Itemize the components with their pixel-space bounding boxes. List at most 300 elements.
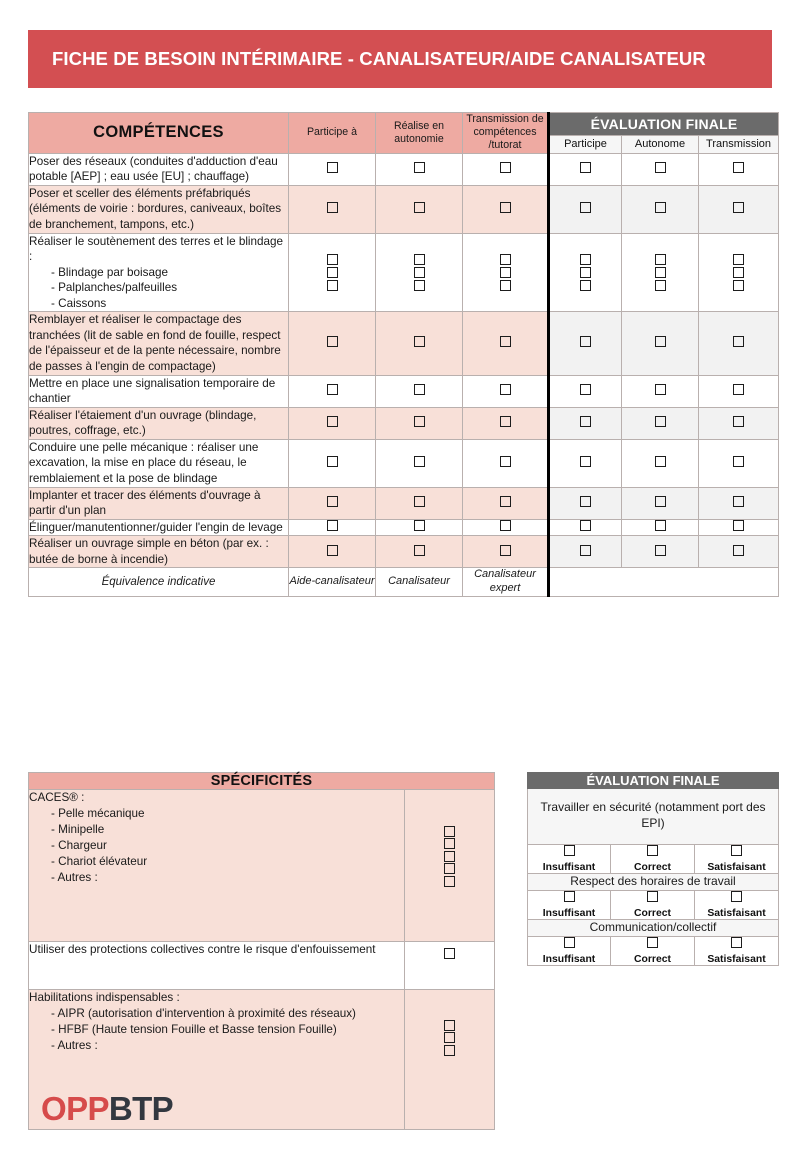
checkbox-group: [327, 386, 338, 398]
checkbox-group: [463, 254, 547, 290]
evaluation-option[interactable]: [528, 936, 611, 965]
checkbox[interactable]: [580, 162, 591, 173]
competence-label: Réaliser un ouvrage simple en béton (par ex. : butée de borne à incendie): [29, 536, 289, 568]
competence-label: Réaliser l'étaiement d'un ouvrage (blindage, poutres, coffrage, etc.): [29, 407, 289, 439]
cell-participe-a[interactable]: [289, 185, 376, 233]
cell-eval-autonome[interactable]: [622, 439, 699, 487]
checkbox[interactable]: [444, 863, 455, 874]
checkbox-group: [733, 164, 744, 176]
checkbox[interactable]: [444, 876, 455, 887]
checkbox[interactable]: [327, 520, 338, 531]
cell-eval-transmission[interactable]: [699, 312, 779, 375]
checkbox[interactable]: [414, 416, 425, 427]
checkbox-group: [622, 254, 698, 290]
evaluation-option[interactable]: [611, 936, 695, 965]
equivalence-value: Canalisateur: [376, 568, 463, 597]
cell-participe-a[interactable]: [289, 153, 376, 185]
cell-realise-autonomie[interactable]: [376, 536, 463, 568]
checkbox[interactable]: [580, 280, 591, 291]
competence-table-body: [29, 153, 779, 596]
equivalence-label: Équivalence indicative: [29, 568, 289, 597]
table-row: [29, 153, 779, 185]
oppbtp-logo: [41, 1092, 173, 1125]
specificites-header-row: [29, 773, 495, 790]
checkbox-group: [500, 386, 511, 398]
cell-eval-participe[interactable]: [549, 407, 622, 439]
evaluation-topic: Travailler en sécurité (notamment port des EPI): [528, 789, 779, 845]
evaluation-option[interactable]: [611, 890, 695, 919]
evaluation-topic-row: [528, 789, 779, 845]
checkbox[interactable]: [580, 416, 591, 427]
checkbox[interactable]: [327, 202, 338, 213]
specificites-label: Habilitations indispensables : - AIPR (autorisation d'intervention à proximité des réseaux) - HFBF (Haute tension Fouille et Basse tension Fouille) - Autres :: [29, 990, 405, 1130]
evaluation-topic: Respect des horaires de travail: [528, 873, 779, 890]
competence-label: Réaliser le soutènement des terres et le blindage : - Blindage par boisage - Palplanches/palfeuilles - Caissons: [29, 233, 289, 312]
cell-eval-transmission[interactable]: [699, 519, 779, 536]
checkbox[interactable]: [733, 280, 744, 291]
specificites-item: - Pelle mécanique: [51, 806, 145, 820]
checkbox[interactable]: [580, 336, 591, 347]
cell-realise-autonomie[interactable]: [376, 153, 463, 185]
checkbox-group: [327, 164, 338, 176]
checkbox-group: [414, 498, 425, 510]
checkbox[interactable]: [444, 948, 455, 959]
specificites-item: - Autres :: [51, 1038, 98, 1052]
checkbox[interactable]: [500, 496, 511, 507]
specificites-label: Utiliser des protections collectives contre le risque d'enfouissement: [29, 942, 405, 990]
checkbox[interactable]: [327, 280, 338, 291]
checkbox-group: [655, 338, 666, 350]
evaluation-option-label: Insuffisant: [542, 907, 596, 919]
evaluation-option-label: Satisfaisant: [707, 861, 766, 873]
checkbox[interactable]: [500, 202, 511, 213]
checkbox[interactable]: [655, 416, 666, 427]
header-realise-autonomie: Réalise en autonomie: [376, 113, 463, 154]
evaluation-topic-row: [528, 919, 779, 936]
checkbox[interactable]: [414, 336, 425, 347]
checkbox[interactable]: [414, 520, 425, 531]
equivalence-value: Canalisateur expert: [463, 568, 549, 597]
checkbox-group: [327, 458, 338, 470]
specificites-checkboxes[interactable]: [405, 990, 495, 1130]
checkbox[interactable]: [733, 336, 744, 347]
checkbox-group: [580, 418, 591, 430]
checkbox[interactable]: [733, 384, 744, 395]
cell-participe-a[interactable]: [289, 536, 376, 568]
checkbox[interactable]: [327, 456, 338, 467]
logo-opp: OPP: [41, 1090, 109, 1127]
checkbox-group: [733, 498, 744, 510]
checkbox-group: [580, 458, 591, 470]
checkbox-group: [500, 418, 511, 430]
cell-realise-autonomie[interactable]: [376, 312, 463, 375]
checkbox-group: [414, 547, 425, 559]
table-row: [29, 185, 779, 233]
cell-eval-participe[interactable]: [549, 233, 622, 312]
checkbox[interactable]: [580, 456, 591, 467]
checkbox[interactable]: [580, 267, 591, 278]
cell-eval-transmission[interactable]: [699, 487, 779, 519]
cell-transmission[interactable]: [463, 487, 549, 519]
evaluation-option[interactable]: [528, 844, 611, 873]
cell-participe-a[interactable]: [289, 407, 376, 439]
competence-subline: - Blindage par boisage: [51, 265, 168, 279]
evaluation-option[interactable]: [695, 844, 779, 873]
checkbox[interactable]: [500, 545, 511, 556]
cell-transmission[interactable]: [463, 153, 549, 185]
cell-participe-a[interactable]: [289, 519, 376, 536]
checkbox-group: [327, 547, 338, 559]
checkbox[interactable]: [414, 456, 425, 467]
competence-subline: - Palplanches/palfeuilles: [51, 281, 178, 295]
checkbox[interactable]: [655, 267, 666, 278]
checkbox-group: [500, 338, 511, 350]
checkbox[interactable]: [647, 845, 658, 856]
checkbox[interactable]: [733, 254, 744, 265]
checkbox[interactable]: [444, 826, 455, 837]
checkbox[interactable]: [733, 202, 744, 213]
cell-transmission[interactable]: [463, 536, 549, 568]
table-row: [29, 233, 779, 312]
specificites-item: - AIPR (autorisation d'intervention à proximité des réseaux): [51, 1006, 356, 1020]
checkbox-group: [414, 204, 425, 216]
header-eval-autonome: Autonome: [622, 136, 699, 154]
checkbox-group: [580, 204, 591, 216]
checkbox-group: [414, 522, 425, 534]
table-row: [29, 312, 779, 375]
checkbox[interactable]: [580, 520, 591, 531]
checkbox[interactable]: [655, 254, 666, 265]
table-row: [29, 439, 779, 487]
equivalence-value: Aide-canalisateur: [289, 568, 376, 597]
competence-label: Poser et sceller des éléments préfabriqués (éléments de voirie : bordures, caniveaux, boîtes de branchement, tampons, etc.): [29, 185, 289, 233]
checkbox-group: [699, 254, 778, 290]
competence-label: Poser des réseaux (conduites d'adduction d'eau potable [AEP] ; eau usée [EU] ; chauffage): [29, 153, 289, 185]
specificites-table: [28, 772, 495, 1130]
cell-realise-autonomie[interactable]: [376, 407, 463, 439]
table-row: [29, 407, 779, 439]
cell-transmission[interactable]: [463, 185, 549, 233]
competence-label: Implanter et tracer des éléments d'ouvrage à partir d'un plan: [29, 487, 289, 519]
checkbox-group: [655, 547, 666, 559]
evaluation-option-label: Insuffisant: [542, 953, 596, 965]
cell-transmission[interactable]: [463, 407, 549, 439]
cell-eval-transmission[interactable]: [699, 375, 779, 407]
checkbox[interactable]: [733, 267, 744, 278]
checkbox[interactable]: [327, 267, 338, 278]
specificites-checkboxes[interactable]: [405, 790, 495, 942]
checkbox[interactable]: [580, 545, 591, 556]
checkbox[interactable]: [733, 456, 744, 467]
checkbox[interactable]: [731, 891, 742, 902]
competence-table: [28, 112, 779, 597]
checkbox[interactable]: [564, 937, 575, 948]
specificites-item: - HFBF (Haute tension Fouille et Basse tension Fouille): [51, 1022, 337, 1036]
checkbox-group: [733, 204, 744, 216]
checkbox[interactable]: [500, 267, 511, 278]
cell-eval-autonome[interactable]: [622, 536, 699, 568]
checkbox-group: [414, 164, 425, 176]
checkbox[interactable]: [500, 384, 511, 395]
checkbox-group: [405, 1020, 494, 1056]
checkbox[interactable]: [414, 384, 425, 395]
checkbox-group: [655, 522, 666, 534]
checkbox-group: [376, 254, 462, 290]
checkbox[interactable]: [733, 416, 744, 427]
checkbox-group: [500, 164, 511, 176]
checkbox[interactable]: [414, 267, 425, 278]
cell-eval-autonome[interactable]: [622, 185, 699, 233]
competence-subline: - Caissons: [51, 296, 107, 310]
evaluation-option[interactable]: [528, 890, 611, 919]
evaluation-finale-body: [528, 789, 779, 966]
cell-eval-autonome[interactable]: [622, 375, 699, 407]
cell-transmission[interactable]: [463, 312, 549, 375]
checkbox-group: [580, 498, 591, 510]
checkbox[interactable]: [647, 937, 658, 948]
header-eval-transmission: Transmission: [699, 136, 779, 154]
checkbox-group: [733, 458, 744, 470]
cell-eval-transmission[interactable]: [699, 407, 779, 439]
checkbox[interactable]: [580, 254, 591, 265]
checkbox[interactable]: [444, 1045, 455, 1056]
cell-realise-autonomie[interactable]: [376, 185, 463, 233]
table-header-row-1: [29, 113, 779, 136]
checkbox[interactable]: [414, 545, 425, 556]
checkbox-group: [733, 386, 744, 398]
checkbox-group: [500, 547, 511, 559]
checkbox[interactable]: [500, 520, 511, 531]
table-row: [29, 536, 779, 568]
cell-eval-autonome[interactable]: [622, 407, 699, 439]
checkbox-group: [414, 386, 425, 398]
checkbox[interactable]: [327, 254, 338, 265]
checkbox[interactable]: [564, 845, 575, 856]
cell-realise-autonomie[interactable]: [376, 439, 463, 487]
cell-eval-participe[interactable]: [549, 375, 622, 407]
checkbox-group: [580, 338, 591, 350]
cell-realise-autonomie[interactable]: [376, 519, 463, 536]
checkbox[interactable]: [564, 891, 575, 902]
checkbox-group: [655, 164, 666, 176]
checkbox[interactable]: [500, 254, 511, 265]
table-row: [29, 375, 779, 407]
cell-eval-participe[interactable]: [549, 185, 622, 233]
checkbox-group: [655, 498, 666, 510]
page-title: FICHE DE BESOIN INTÉRIMAIRE - CANALISATEUR/AIDE CANALISATEUR: [52, 48, 706, 69]
checkbox[interactable]: [580, 202, 591, 213]
header-transmission: Transmission de compétences /tutorat: [463, 113, 549, 154]
checkbox-group: [550, 254, 621, 290]
cell-realise-autonomie[interactable]: [376, 487, 463, 519]
evaluation-option[interactable]: [695, 890, 779, 919]
checkbox[interactable]: [444, 838, 455, 849]
cell-eval-transmission[interactable]: [699, 536, 779, 568]
checkbox-group: [327, 498, 338, 510]
cell-eval-autonome[interactable]: [622, 312, 699, 375]
evaluation-option-label: Insuffisant: [542, 861, 596, 873]
checkbox[interactable]: [414, 280, 425, 291]
checkbox-group: [289, 254, 375, 290]
specificites-item: - Chargeur: [51, 838, 107, 852]
checkbox[interactable]: [733, 545, 744, 556]
cell-eval-transmission[interactable]: [699, 185, 779, 233]
checkbox-group: [580, 547, 591, 559]
checkbox[interactable]: [655, 545, 666, 556]
checkbox-group: [414, 338, 425, 350]
evaluation-option[interactable]: [695, 936, 779, 965]
checkbox-group: [500, 522, 511, 534]
cell-participe-a[interactable]: [289, 439, 376, 487]
specificites-checkboxes[interactable]: [405, 942, 495, 990]
equivalence-blank: [549, 568, 779, 597]
checkbox-group: [500, 204, 511, 216]
cell-eval-participe[interactable]: [549, 519, 622, 536]
table-row: [29, 519, 779, 536]
cell-participe-a[interactable]: [289, 312, 376, 375]
evaluation-option[interactable]: [611, 844, 695, 873]
cell-eval-transmission[interactable]: [699, 233, 779, 312]
cell-participe-a[interactable]: [289, 375, 376, 407]
competence-label: Mettre en place une signalisation temporaire de chantier: [29, 375, 289, 407]
evaluation-option-label: Satisfaisant: [707, 953, 766, 965]
table-row: [29, 487, 779, 519]
cell-eval-participe[interactable]: [549, 536, 622, 568]
checkbox[interactable]: [655, 336, 666, 347]
competence-label: Élinguer/manutentionner/guider l'engin de levage: [29, 519, 289, 536]
checkbox-group: [655, 458, 666, 470]
specificites-label: CACES® : - Pelle mécanique - Minipelle - Chargeur - Chariot élévateur - Autres :: [29, 790, 405, 942]
checkbox[interactable]: [327, 496, 338, 507]
competence-label: Conduire une pelle mécanique : réaliser une excavation, la mise en place du réseau, le remblaiement et la pose de blindage: [29, 439, 289, 487]
logo-btp: BTP: [108, 1090, 174, 1127]
checkbox[interactable]: [500, 280, 511, 291]
checkbox-group: [500, 458, 511, 470]
checkbox[interactable]: [731, 845, 742, 856]
specificites-body: [29, 790, 495, 1130]
checkbox-group: [655, 418, 666, 430]
evaluation-options-row: [528, 890, 779, 919]
evaluation-option-label: Correct: [634, 907, 671, 919]
checkbox[interactable]: [500, 416, 511, 427]
cell-transmission[interactable]: [463, 439, 549, 487]
checkbox[interactable]: [414, 496, 425, 507]
evaluation-header-row: [528, 773, 779, 789]
evaluation-finale-header: ÉVALUATION FINALE: [528, 773, 779, 789]
checkbox-group: [655, 204, 666, 216]
checkbox[interactable]: [655, 456, 666, 467]
checkbox-group: [327, 418, 338, 430]
header-eval-participe: Participe: [549, 136, 622, 154]
evaluation-options-row: [528, 936, 779, 965]
checkbox[interactable]: [327, 545, 338, 556]
checkbox[interactable]: [733, 162, 744, 173]
specificites-header: SPÉCIFICITÉS: [29, 773, 495, 790]
checkbox[interactable]: [655, 520, 666, 531]
competence-label: Remblayer et réaliser le compactage des tranchées (lit de sable en fond de fouille, respect de l'épaisseur et de la pente nécessaire, nombre de passes à l'engin de compactage): [29, 312, 289, 375]
checkbox[interactable]: [733, 496, 744, 507]
cell-eval-participe[interactable]: [549, 487, 622, 519]
checkbox-group: [500, 498, 511, 510]
cell-eval-transmission[interactable]: [699, 153, 779, 185]
header-competences: COMPÉTENCES: [29, 113, 289, 154]
checkbox-group: [327, 338, 338, 350]
checkbox-group: [414, 458, 425, 470]
checkbox[interactable]: [414, 254, 425, 265]
checkbox[interactable]: [500, 456, 511, 467]
cell-eval-autonome[interactable]: [622, 233, 699, 312]
checkbox-group: [733, 547, 744, 559]
evaluation-finale-table: [527, 772, 779, 966]
checkbox-group: [733, 522, 744, 534]
cell-eval-autonome[interactable]: [622, 153, 699, 185]
specificites-item: - Minipelle: [51, 822, 105, 836]
cell-participe-a[interactable]: [289, 233, 376, 312]
specificites-item: - Chariot élévateur: [51, 854, 148, 868]
checkbox[interactable]: [580, 496, 591, 507]
checkbox-group: [733, 338, 744, 350]
checkbox[interactable]: [327, 416, 338, 427]
cell-realise-autonomie[interactable]: [376, 375, 463, 407]
evaluation-topic-row: [528, 873, 779, 890]
title-banner: [28, 30, 772, 88]
specificites-row: [29, 942, 495, 990]
checkbox[interactable]: [733, 520, 744, 531]
cell-transmission[interactable]: [463, 375, 549, 407]
checkbox[interactable]: [500, 162, 511, 173]
checkbox[interactable]: [655, 162, 666, 173]
checkbox[interactable]: [655, 280, 666, 291]
equivalence-row: [29, 568, 779, 597]
cell-eval-participe[interactable]: [549, 312, 622, 375]
evaluation-topic: Communication/collectif: [528, 919, 779, 936]
checkbox[interactable]: [444, 851, 455, 862]
checkbox[interactable]: [655, 202, 666, 213]
checkbox[interactable]: [414, 162, 425, 173]
evaluation-option-label: Satisfaisant: [707, 907, 766, 919]
checkbox-group: [414, 418, 425, 430]
checkbox[interactable]: [414, 202, 425, 213]
checkbox[interactable]: [731, 937, 742, 948]
cell-eval-participe[interactable]: [549, 439, 622, 487]
checkbox[interactable]: [327, 162, 338, 173]
cell-participe-a[interactable]: [289, 487, 376, 519]
checkbox-group: [327, 204, 338, 216]
cell-eval-autonome[interactable]: [622, 519, 699, 536]
cell-eval-participe[interactable]: [549, 153, 622, 185]
checkbox[interactable]: [444, 1020, 455, 1031]
checkbox[interactable]: [655, 496, 666, 507]
evaluation-options-row: [528, 844, 779, 873]
checkbox-group: [655, 386, 666, 398]
checkbox-group: [444, 949, 455, 962]
cell-realise-autonomie[interactable]: [376, 233, 463, 312]
cell-eval-transmission[interactable]: [699, 439, 779, 487]
cell-eval-autonome[interactable]: [622, 487, 699, 519]
evaluation-option-label: Correct: [634, 861, 671, 873]
checkbox[interactable]: [444, 1032, 455, 1043]
checkbox[interactable]: [647, 891, 658, 902]
checkbox[interactable]: [655, 384, 666, 395]
checkbox[interactable]: [500, 336, 511, 347]
checkbox[interactable]: [580, 384, 591, 395]
checkbox-group: [580, 164, 591, 176]
cell-transmission[interactable]: [463, 233, 549, 312]
checkbox[interactable]: [327, 384, 338, 395]
evaluation-option-label: Correct: [634, 953, 671, 965]
cell-transmission[interactable]: [463, 519, 549, 536]
checkbox[interactable]: [327, 336, 338, 347]
